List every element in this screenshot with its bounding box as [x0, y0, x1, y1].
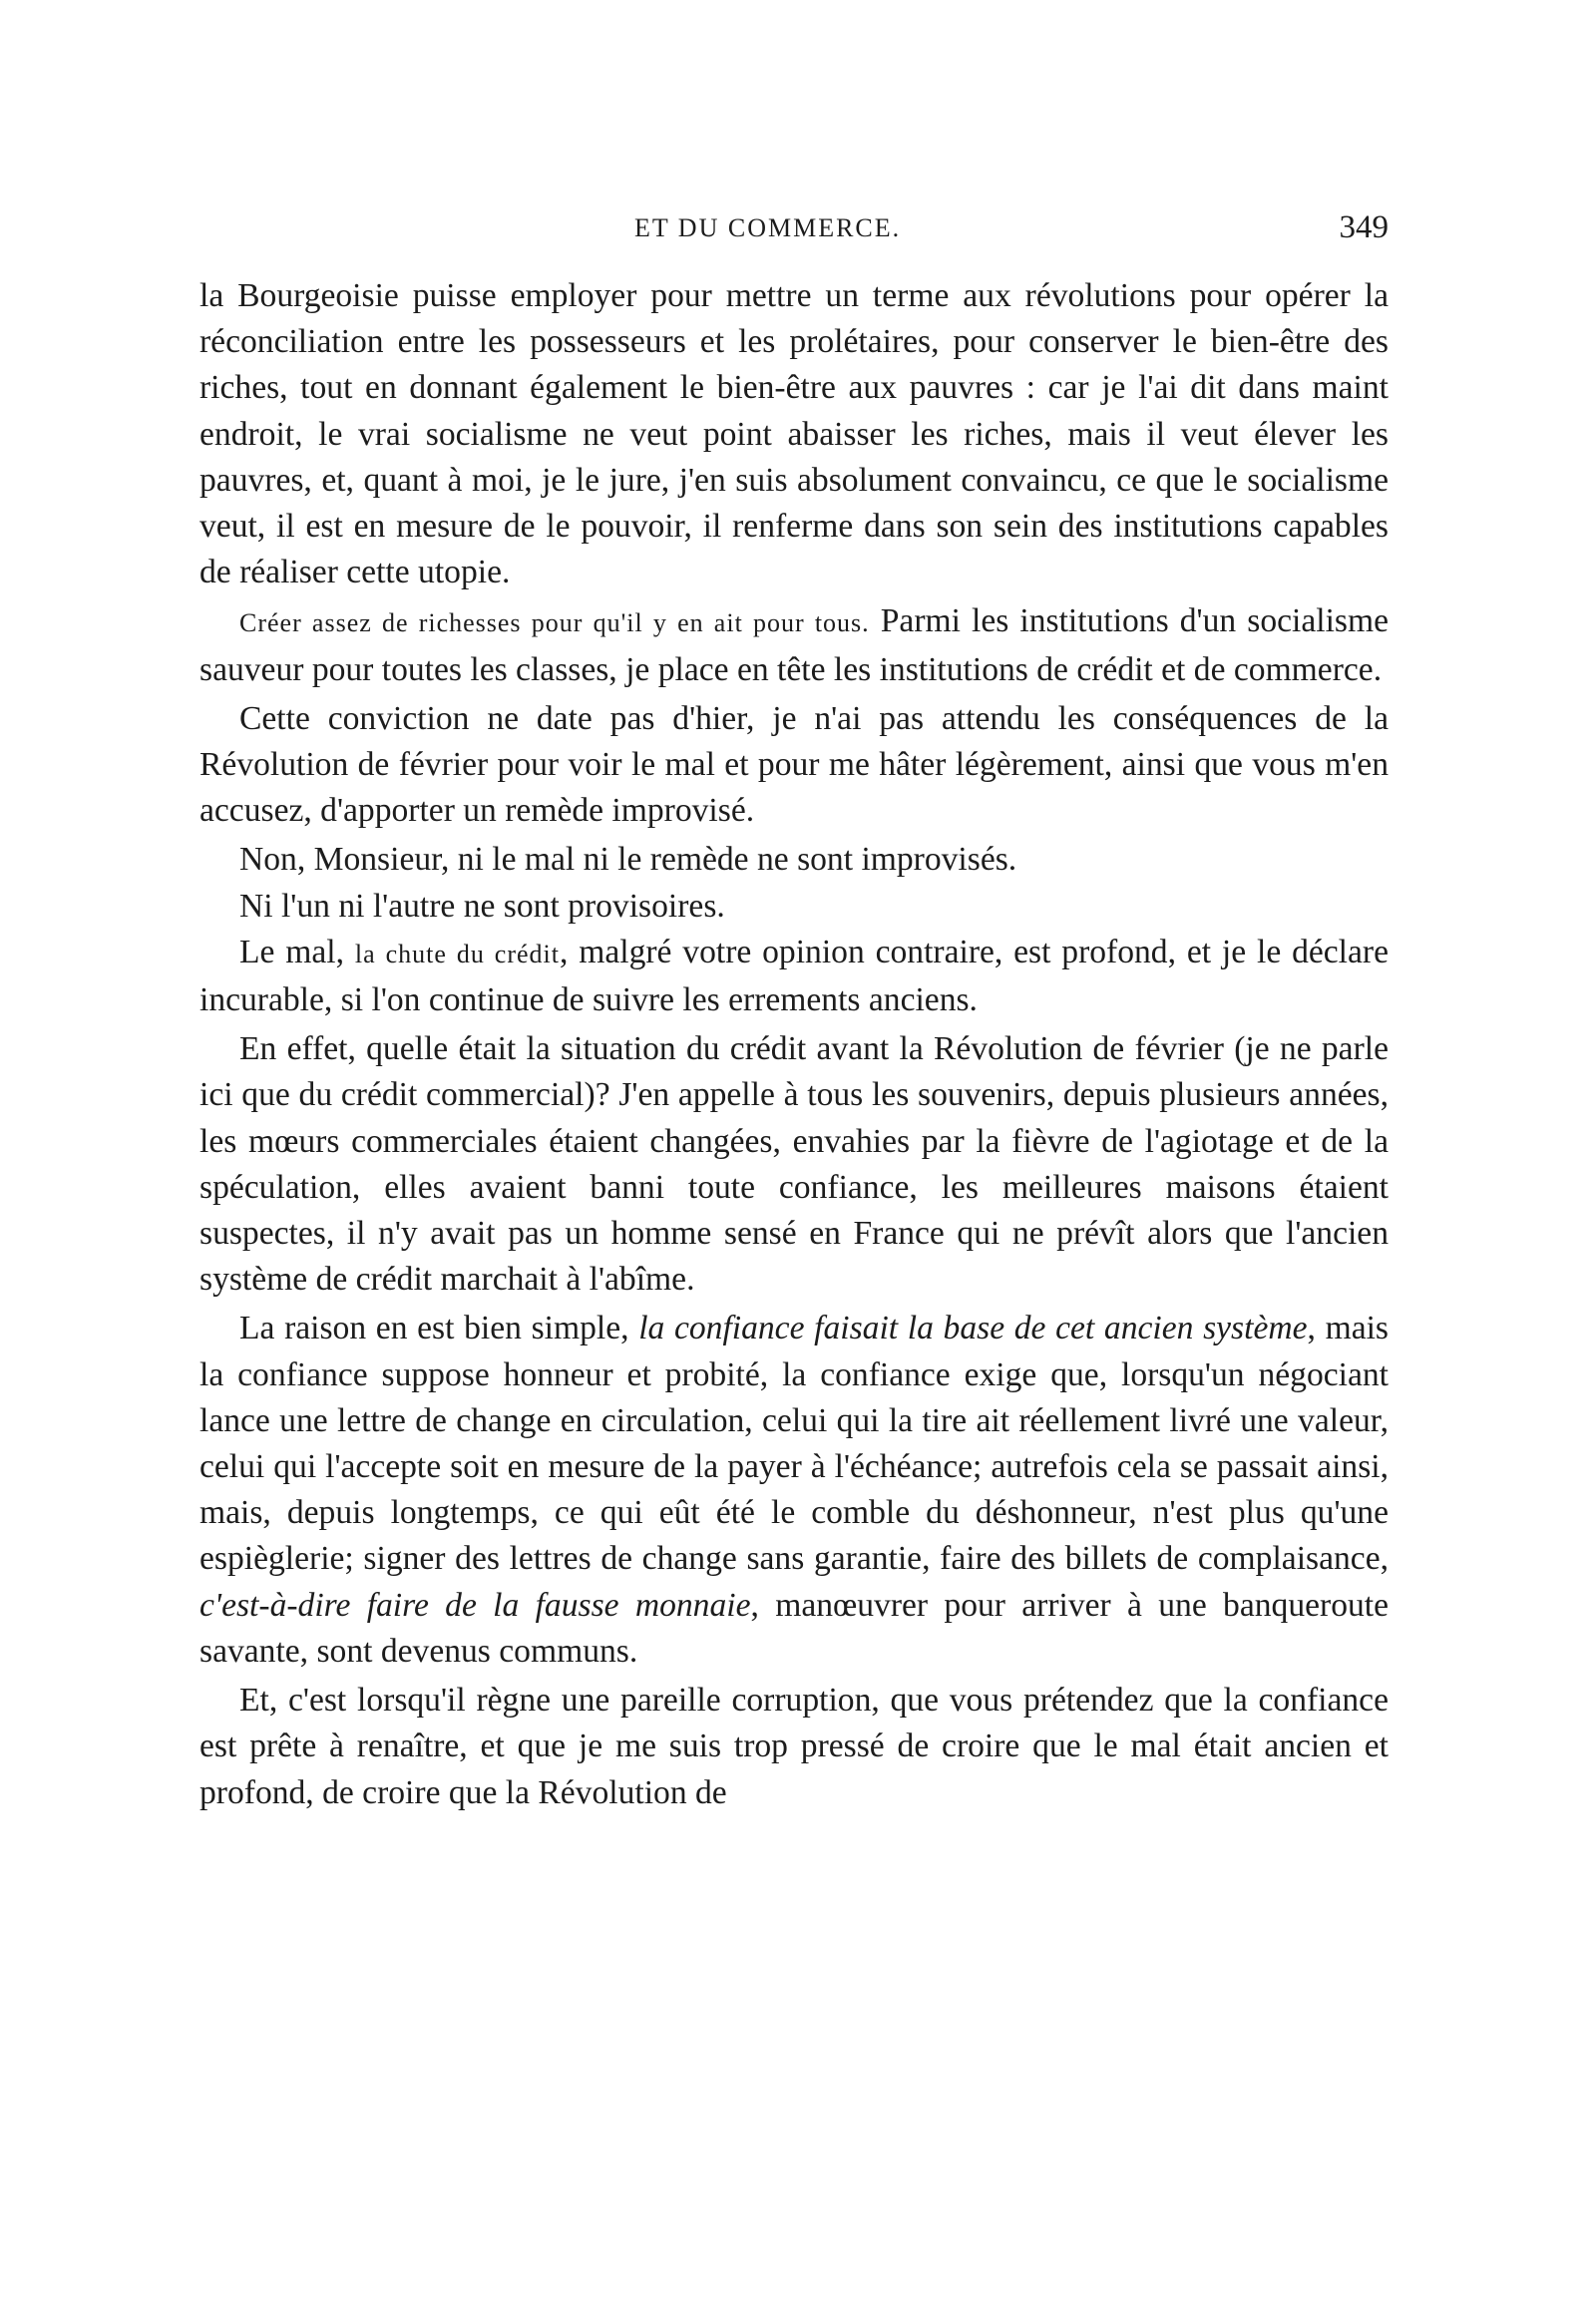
paragraph-5: Ni l'un ni l'autre ne sont provisoires. — [239, 887, 725, 925]
paragraph-6-before: Le mal, — [239, 933, 355, 970]
paragraph-8 — [200, 1306, 1389, 1675]
running-head — [200, 209, 1389, 269]
paragraph-1: la Bourgeoisie puisse employer pour mettre un terme aux révolutions pour opérer la réconciliation entre les possesseurs et les prolétaires, pour conserver le bien-être des riches, tout en donnant également le bien-être aux pauvres : car je l'ai dit dans maint endroit, le vrai socialisme ne veut point abaisser les riches, mais il veut élever les pauvres, et, quant à moi, je le jure, j'en suis absolument convaincu, ce que le socialisme veut, il est en mesure de le pouvoir, il renferme dans son sein des institutions capables de réaliser cette utopie. — [200, 277, 1389, 591]
smallcaps-phrase: la chute du crédit — [354, 939, 560, 968]
running-title: ET DU COMMERCE. — [634, 213, 902, 242]
body-text — [200, 273, 1389, 1816]
paragraph-2 — [200, 598, 1389, 692]
paragraph-2-text: Parmi les institutions d'un socialisme sauveur pour toutes les classes, je place en tête les institutions de crédit et de commerce. — [200, 602, 1390, 688]
paragraph-3: Cette conviction ne date pas d'hier, je n'ai pas attendu les conséquences de la Révolution de février pour voir le mal et pour me hâter légèrement, ainsi que vous m'en accusez, d'apporter un remède improvisé. — [200, 699, 1389, 830]
book-page — [200, 209, 1389, 1816]
italic-phrase-1: la confiance faisait la base de cet ancien système — [638, 1310, 1308, 1347]
page-number: 349 — [1339, 209, 1389, 245]
italic-phrase-2: c'est-à-dire faire de la fausse monnaie — [200, 1586, 751, 1624]
paragraph-7: En effet, quelle était la situation du crédit avant la Révolution de février (je ne parle ici que du crédit commercial)? J'en appelle à tous les souvenirs, depuis plusieurs années, les mœurs commerciales étaient changées, envahies par la fièvre de l'agiotage et de la spéculation, elles avaient banni toute confiance, les meilleures maisons étaient suspectes, il n'y avait pas un homme sensé en France qui ne prévît alors que l'ancien système de crédit marchait à l'abîme. — [200, 1030, 1389, 1299]
paragraph-8-middle: , mais la confiance suppose honneur et probité, la confiance exige que, lorsqu'un négociant lance une lettre de change en circulation, celui qui la tire ait réellement livré une valeur, celui qui l'accepte soit en mesure de la payer à l'échéance; autrefois cela se passait ainsi, mais, depuis longtemps, ce qui eût été le comble du déshonneur, n'est plus qu'une espièglerie; signer des lettres de change sans garantie, faire des billets de complaisance, — [200, 1310, 1389, 1578]
paragraph-6-after: , malgré votre opinion contraire, est profond, et je le déclare incurable, si l'on continue de suivre les errements anciens. — [200, 933, 1389, 1019]
paragraph-8-after: , manœuvrer pour arriver à une banqueroute savante, sont devenus communs. — [200, 1586, 1390, 1670]
paragraph-6 — [200, 930, 1389, 1023]
paragraph-9: Et, c'est lorsqu'il règne une pareille corruption, que vous prétendez que la confiance est prête à renaître, et que je me suis trop pressé de croire que le mal était ancien et profond, de croire que la Révolution de — [200, 1682, 1389, 1811]
paragraph-4: Non, Monsieur, ni le mal ni le remède ne sont improvisés. — [239, 841, 1017, 879]
smallcaps-heading: Créer assez de richesses pour qu'il y en ait pour tous. — [239, 608, 870, 638]
paragraph-8-before: La raison en est bien simple, — [239, 1310, 639, 1347]
